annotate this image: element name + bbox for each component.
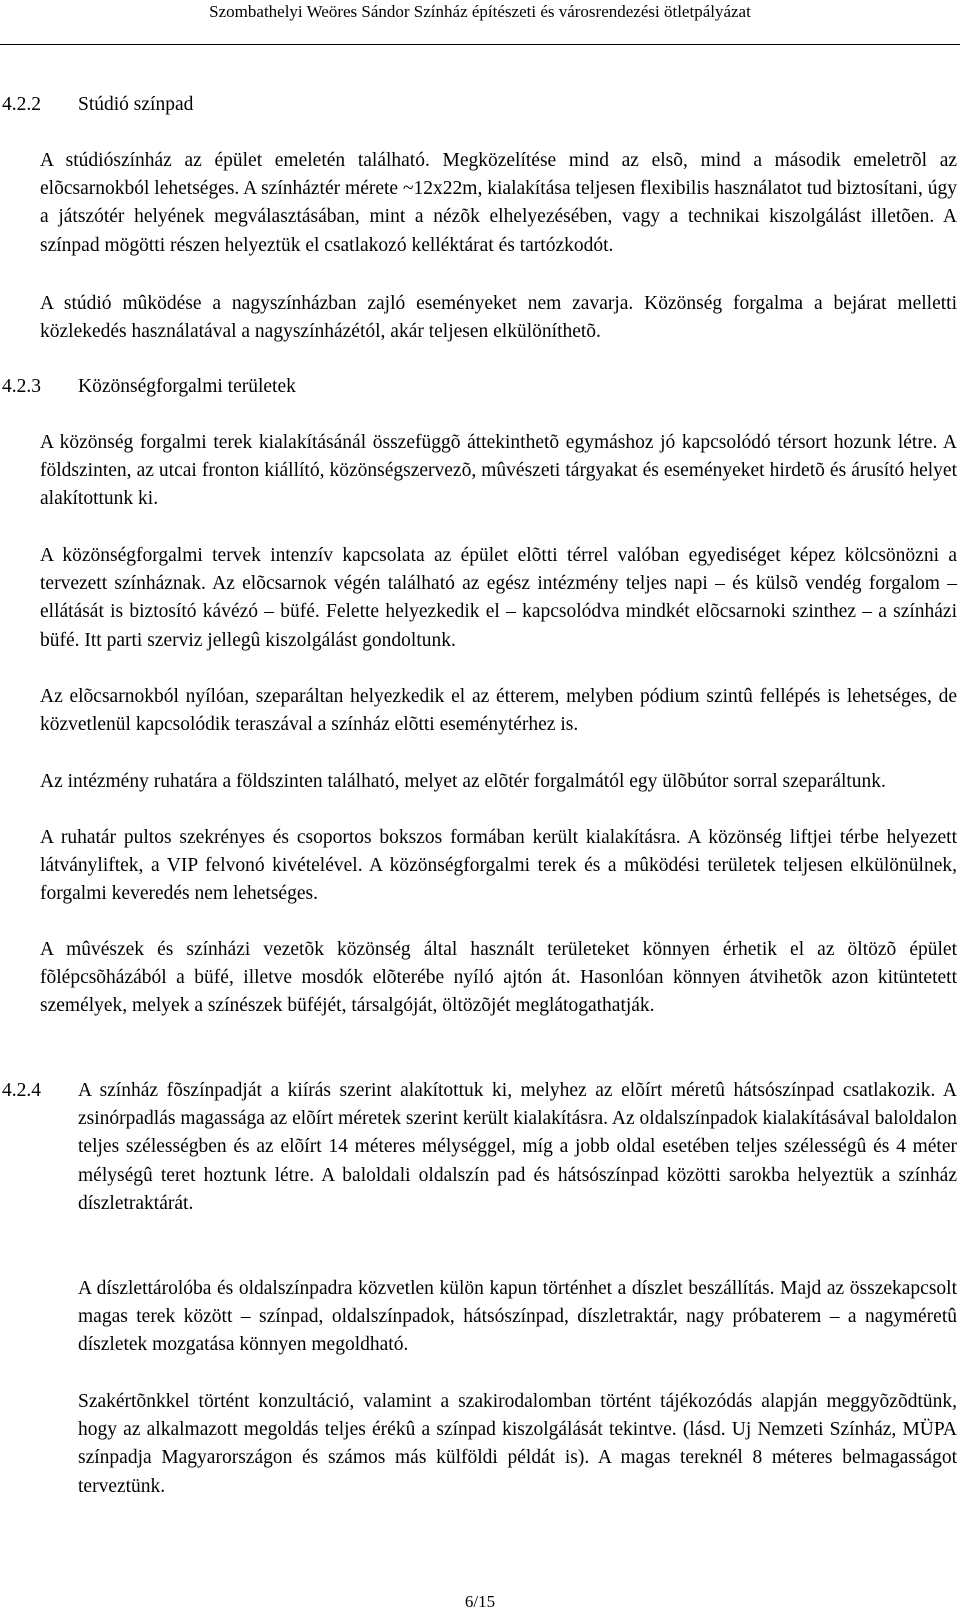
paragraph-public-3: Az elõcsarnokból nyílóan, szeparáltan helyezkedik el az étterem, melyben pódium szintû fellépés is lehetséges, de közvetlenül kapcsolódik teraszával a színház elõtti eseménytérhez is. — [40, 686, 957, 736]
paragraph-public-2: A közönségforgalmi tervek intenzív kapcsolata az épület elõtti térrel valóban egyediséget képez kölcsönözni a tervezett színháznak. Az elõcsarnok végén található az egész intézmény teljes napi – és külsõ vendég forgalom – ellátását is biztosító kávézó – büfé. Felette helyezkedik el – kapcsolódva mindkét elõcsarnoki szinthez – a színházi büfé. Itt parti szerviz jellegû kiszolgálást gondoltunk. — [40, 545, 957, 651]
paragraph-stage-3: Szakértõnkkel történt konzultáció, valamint a szakirodalomban történt tájékozódás alapján meggyõzõdtünk, hogy az alkalmazott megoldás teljes érékû a színpad kiszolgálását tekintve. (lásd. Uj Nemzeti Színház, MÜPA színpadja Magyarországon és számos más külföldi példát is). A magas tereknél 8 méteres belmagasságot terveztünk. — [78, 1391, 957, 1497]
paragraph-stage-1: A színház fõszínpadját a kiírás szerint alakítottuk ki, melyhez az elõírt méretû hátsószínpad csatlakozik. A zsinórpadlás magassága az elõírt méretek szerint került kialakításra. Az oldalszínpadok kialakításával baloldalon teljes szélességben és az elõírt 14 méteres mélységgel, míg a jobb oldal esetében teljes szélességû és 4 méter mélységû teret hoztunk létre. A baloldali oldalszín pad és hátsószínpad közötti sarokba helyeztük a színház díszletraktárát. — [78, 1080, 957, 1214]
paragraph-public-1: A közönség forgalmi terek kialakításánál összefüggõ áttekinthetõ egymáshoz jó kapcsolódó térsort hozunk létre. A földszinten, az utcai fronton kiállító, közönségszervezõ, mûvészeti tárgyakat és eseményeket hirdetõ és árusító helyet alakítottunk ki. — [40, 432, 957, 510]
paragraph-studio-1: A stúdiószínház az épület emeletén található. Megközelítése mind az elsõ, mind a második emeletrõl az elõcsarnokból lehetséges. A színháztér mérete ~12x22m, kialakítása teljesen flexibilis használatot tud biztosítani, úgy a játszótér helyének megválasztásában, mint a nézõk elhelyezésében, vagy a technikai kiszolgálást illetõen. A színpad mögötti részen helyeztük el csatlakozó kelléktárat és tartózkodót. — [40, 150, 957, 256]
header-divider — [0, 44, 960, 45]
paragraph-public-4: Az intézmény ruhatára a földszinten található, melyet az elõtér forgalmától egy ülõbútor sorral szeparáltunk. — [40, 771, 886, 792]
section-title: Stúdió színpad — [78, 94, 194, 115]
paragraph-public-5: A ruhatár pultos szekrényes és csoportos bokszos formában került kialakításra. A közönség liftjei térbe helyezett látványliftek, a VIP felvonó kivételével. A közönségforgalmi terek és a mûködési területek teljesen elkülönülnek, forgalmi keveredés nem lehetséges. — [40, 827, 957, 905]
paragraph-public-6: A mûvészek és színházi vezetõk közönség által használt területeket könnyen érhetik el az öltözõ épület fõlépcsõházából a büfé, illetve mosdók elõterébe nyíló ajtón át. Hasonlóan könnyen átvihetõk azon kitüntetett személyek, melyek a színészek büféjét, társalgóját, öltözõjét meglátogathatják. — [40, 939, 957, 1017]
page-number — [0, 1592, 960, 1612]
section-heading-4-2-3 — [2, 373, 296, 401]
section-number: 4.2.4 — [2, 1080, 41, 1101]
section-number-4-2-4 — [2, 1077, 41, 1105]
section-title: Közönségforgalmi területek — [78, 376, 296, 397]
paragraph-studio-2: A stúdió mûködése a nagyszínházban zajló eseményeket nem zavarja. Közönség forgalma a bejárat melletti közlekedés használatával a nagyszínházétól, akár teljesen elkülöníthetõ. — [40, 293, 957, 343]
section-number: 4.2.2 — [2, 94, 41, 115]
section-heading-4-2-2 — [2, 91, 193, 119]
paragraph-stage-2: A díszlettárolóba és oldalszínpadra közvetlen külön kapun történhet a díszlet beszállítás. Majd az összekapcsolt magas terek között – színpad, oldalszínpadok, hátsószínpad, díszletraktár, nagy próbaterem – a nagyméretû díszletek mozgatása könnyen megoldható. — [78, 1278, 957, 1356]
section-number: 4.2.3 — [2, 376, 41, 397]
page-number-label: 6/15 — [464, 1592, 496, 1611]
header-title: Szombathelyi Weöres Sándor Színház építészeti és városrendezési ötletpályázat — [209, 2, 751, 21]
document-header — [0, 0, 960, 42]
